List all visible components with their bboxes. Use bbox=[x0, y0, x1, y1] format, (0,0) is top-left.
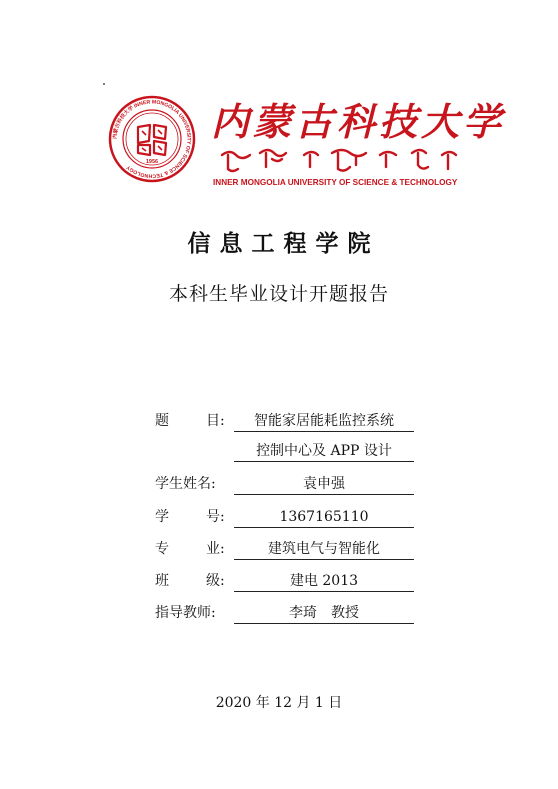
report-date: 2020 年 12 月 1 日 bbox=[215, 695, 343, 711]
seal-ring-text: 内蒙古科技大学 INNER MONGOLIA UNIVERSITY OF SCIENCE & TECHNOLOGY bbox=[112, 99, 192, 179]
university-name-chinese: 内蒙古科技大学 bbox=[211, 99, 506, 144]
class-value: 建电 2013 bbox=[234, 571, 414, 592]
university-seal-icon bbox=[108, 95, 196, 183]
report-title: 本科生毕业设计开题报告 bbox=[168, 283, 389, 305]
mongolian-script-icon bbox=[220, 145, 460, 175]
topic-value-line1: 智能家居能耗监控系统 bbox=[234, 411, 414, 432]
school-name: 信息工程学院 bbox=[187, 231, 380, 257]
student-id-value: 1367165110 bbox=[234, 507, 414, 528]
student-name-value: 袁申强 bbox=[234, 474, 414, 495]
university-logo bbox=[108, 95, 506, 195]
stray-mark bbox=[103, 83, 105, 85]
advisor-label: 指导教师: bbox=[155, 605, 216, 621]
advisor-value: 李琦 教授 bbox=[234, 603, 414, 624]
major-value: 建筑电气与智能化 bbox=[234, 539, 414, 560]
university-name-english: INNER MONGOLIA UNIVERSITY OF SCIENCE & TECHNOLOGY bbox=[213, 178, 458, 187]
seal-year: 1956 bbox=[145, 159, 159, 165]
student-name-label: 学生姓名: bbox=[155, 476, 216, 492]
topic-value-line2: 控制中心及 APP 设计 bbox=[234, 441, 414, 462]
